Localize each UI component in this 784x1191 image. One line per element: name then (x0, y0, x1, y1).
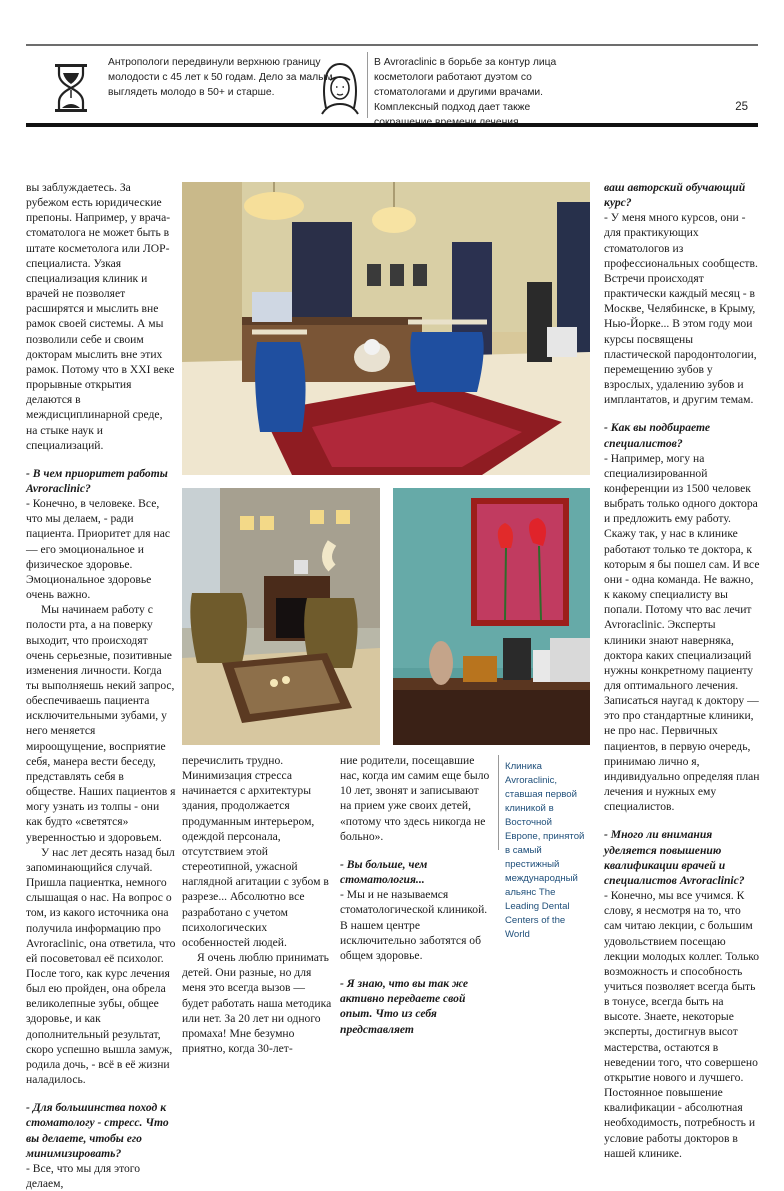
text-column-3 (340, 753, 490, 1037)
paragraph: - Все, что мы для этого делаем, (26, 1161, 141, 1190)
paragraph: перечислить трудно. Минимизация стресса начинается с архитектуры здания, продолжается продуманным интерьером, одеждой персонала, отсутствием этой стереотипной, ужасной наглядной агитации с зубом в разрезе... Абсолютно все разработано с учетом психологических особенностей людей. (182, 754, 329, 949)
interview-question: - Вы больше, чем стоматология... (340, 857, 428, 887)
hourglass-icon (52, 62, 90, 114)
header-bottom-rule (26, 123, 758, 127)
paragraph: - Конечно, в человеке. Все, что мы делаем, - ради пациента. Приоритет для нас — его эмоциональное и физическое здоровье. Эмоциональное здоровье очень важно. (26, 497, 171, 602)
header-right-text: В Avroraclinic в борьбе за контур лица косметологи работают дуэтом со стоматологами и другими врачами. Комплексный подход дает также (374, 57, 557, 113)
photo-caption: Клиника Avroraclinic, ставшая первой клиникой в Восточной Европе, принятой в самый престижный международный альянс The Leading Dental Centers of the World (505, 761, 585, 940)
paragraph: - Конечно, мы все учимся. К слову, я несмотря на то, что сам читаю лекции, с большим удовольствием посещаю лекции молодых коллег. Только возможность и способность учиться позволяет всегда быть в тонусе, всегда быть на высоте. Знаете, некоторые эксперты, достигнув высот мастерства, остаются в неведении того, что совершено открытие нового и лучшего. Постоянное повышение квалификации - абсолютная необходимость, потребность и условие работы докторов в нашей клинике. (604, 889, 760, 1160)
paragraph: - Мы и не называемся стоматологической клиникой. В нашем центре исключительно заботятся об общем здоровье. (340, 888, 488, 962)
caption-divider (498, 755, 499, 850)
page-number: 25 (735, 101, 748, 113)
paragraph: ние родители, посещавшие нас, когда им самим еще было 10 лет, звонят и записывают на прием уже своих детей, «потому что здесь никогда не больно». (340, 754, 490, 843)
text-column-1 (26, 180, 176, 1191)
waiting-room-photo (182, 488, 380, 745)
header-separator (367, 52, 368, 118)
tulip-painting-photo (393, 488, 590, 745)
text-column-4 (604, 180, 760, 1161)
interview-question: - Я знаю, что вы так же активно передаете свой опыт. Что из себя представляет (340, 977, 469, 1036)
interview-question: ваш авторский обучающий курс? (604, 181, 746, 210)
interview-question: - Как вы подбираете специалистов? (604, 421, 710, 450)
text-column-2 (182, 753, 332, 1056)
paragraph: У нас лет десять назад был запоминающийся случай. Пришла пациентка, немного слышащая о нас. На вопрос о том, из какого источника она получила информацию про Avroraclinic, она ответила, что ей посоветовал её психолог. После того, как курс лечения был ею пройден, она обрела великолепные зубы, общее здоровье, и как дополнительный результат, скоро успешно вышла замуж, родила дочь, - всё в её жизни наладилось. (26, 845, 176, 1087)
woman-face-icon (318, 60, 362, 116)
header-left-text: Антропологи передвинули верхнюю границу молодости с 45 лет к 50 годам. Дело за малым — выглядеть молодо в 50+ и старше. (108, 57, 346, 98)
paragraph: Мы начинаем работу с полости рта, а на поверку выходит, что происходят очень серьезные, позитивные изменения личности. Когда ты выполняешь некий запрос, обеспечиваешь пациента исключительными зубами, у него меняется мироощущение, восприятие себя, манера вести беседу, представлять себя в обществе. Наших пациентов я могу узнать из толпы - они как будто «светятся» уверенностью и здоровьем. (26, 603, 176, 844)
paragraph: Я очень люблю принимать детей. Они разные, но для меня это всегда вызов — будет работать наша методика или нет. За 20 лет ни одного промаха! Мне безумно приятно, когда 30-лет- (182, 951, 332, 1055)
header-top-rule (26, 44, 758, 46)
paragraph: - У меня много курсов, они - для практикующих стоматологов из профессиональных сообществ. Встречи происходят практически каждый месяц - в Москве, Челябинске, в Крыму, Нью-Йорке... В этом году мои курсы посвящены пластической пародонтологии, перемещению зубов у взрослых, удалению зубов и имплантатов, и другим темам. (604, 211, 758, 407)
interview-question: - Много ли внимания уделяется повышению квалификации врачей и специалистов Avroraclinic? (604, 828, 745, 887)
interview-question: - В чем приоритет работы Avroraclinic? (26, 466, 168, 495)
paragraph: - Например, могу на специализированной конференции из 1500 человек выбрать только одного доктора и предложить ему работу. Скажу так, у нас в клинике работают только те доктора, к которым я бы пошел сам. И все они - одна команда. Не важно, к какому специалисту вы попали. Потому что вас лечит Avroraclinic. Эксперты клиники знают наверняка, доктора каких специализаций нужны конкретному пациенту для оптимального лечения. Записаться наугад к доктору — это про стандартные клиники, не про нас. Первичных пациентов, в первую очередь, принимаю лично я, индивидуально определяя план лечения и нужных ему специалистов. (604, 451, 760, 814)
interview-question: - Для большинства поход к стоматологу - стресс. Что вы делаете, чтобы его минимизировать? (26, 1101, 169, 1160)
clinic-lobby-photo (182, 182, 590, 475)
paragraph: вы заблуждаетесь. За рубежом есть юридические препоны. Например, у врача-стоматолога не может быть в штате косметолога или ЛОР-специалиста. Узкая специализация клиник и врачей не позволяет расширятся и мыслить вне рамок своей системы. А мы позволили себе и своим докторам мыслить вне этих рамок. Потому что в XXI веке прорывные открытия делаются в междисциплинарной среде, на стыке наук и специализаций. (26, 181, 175, 452)
